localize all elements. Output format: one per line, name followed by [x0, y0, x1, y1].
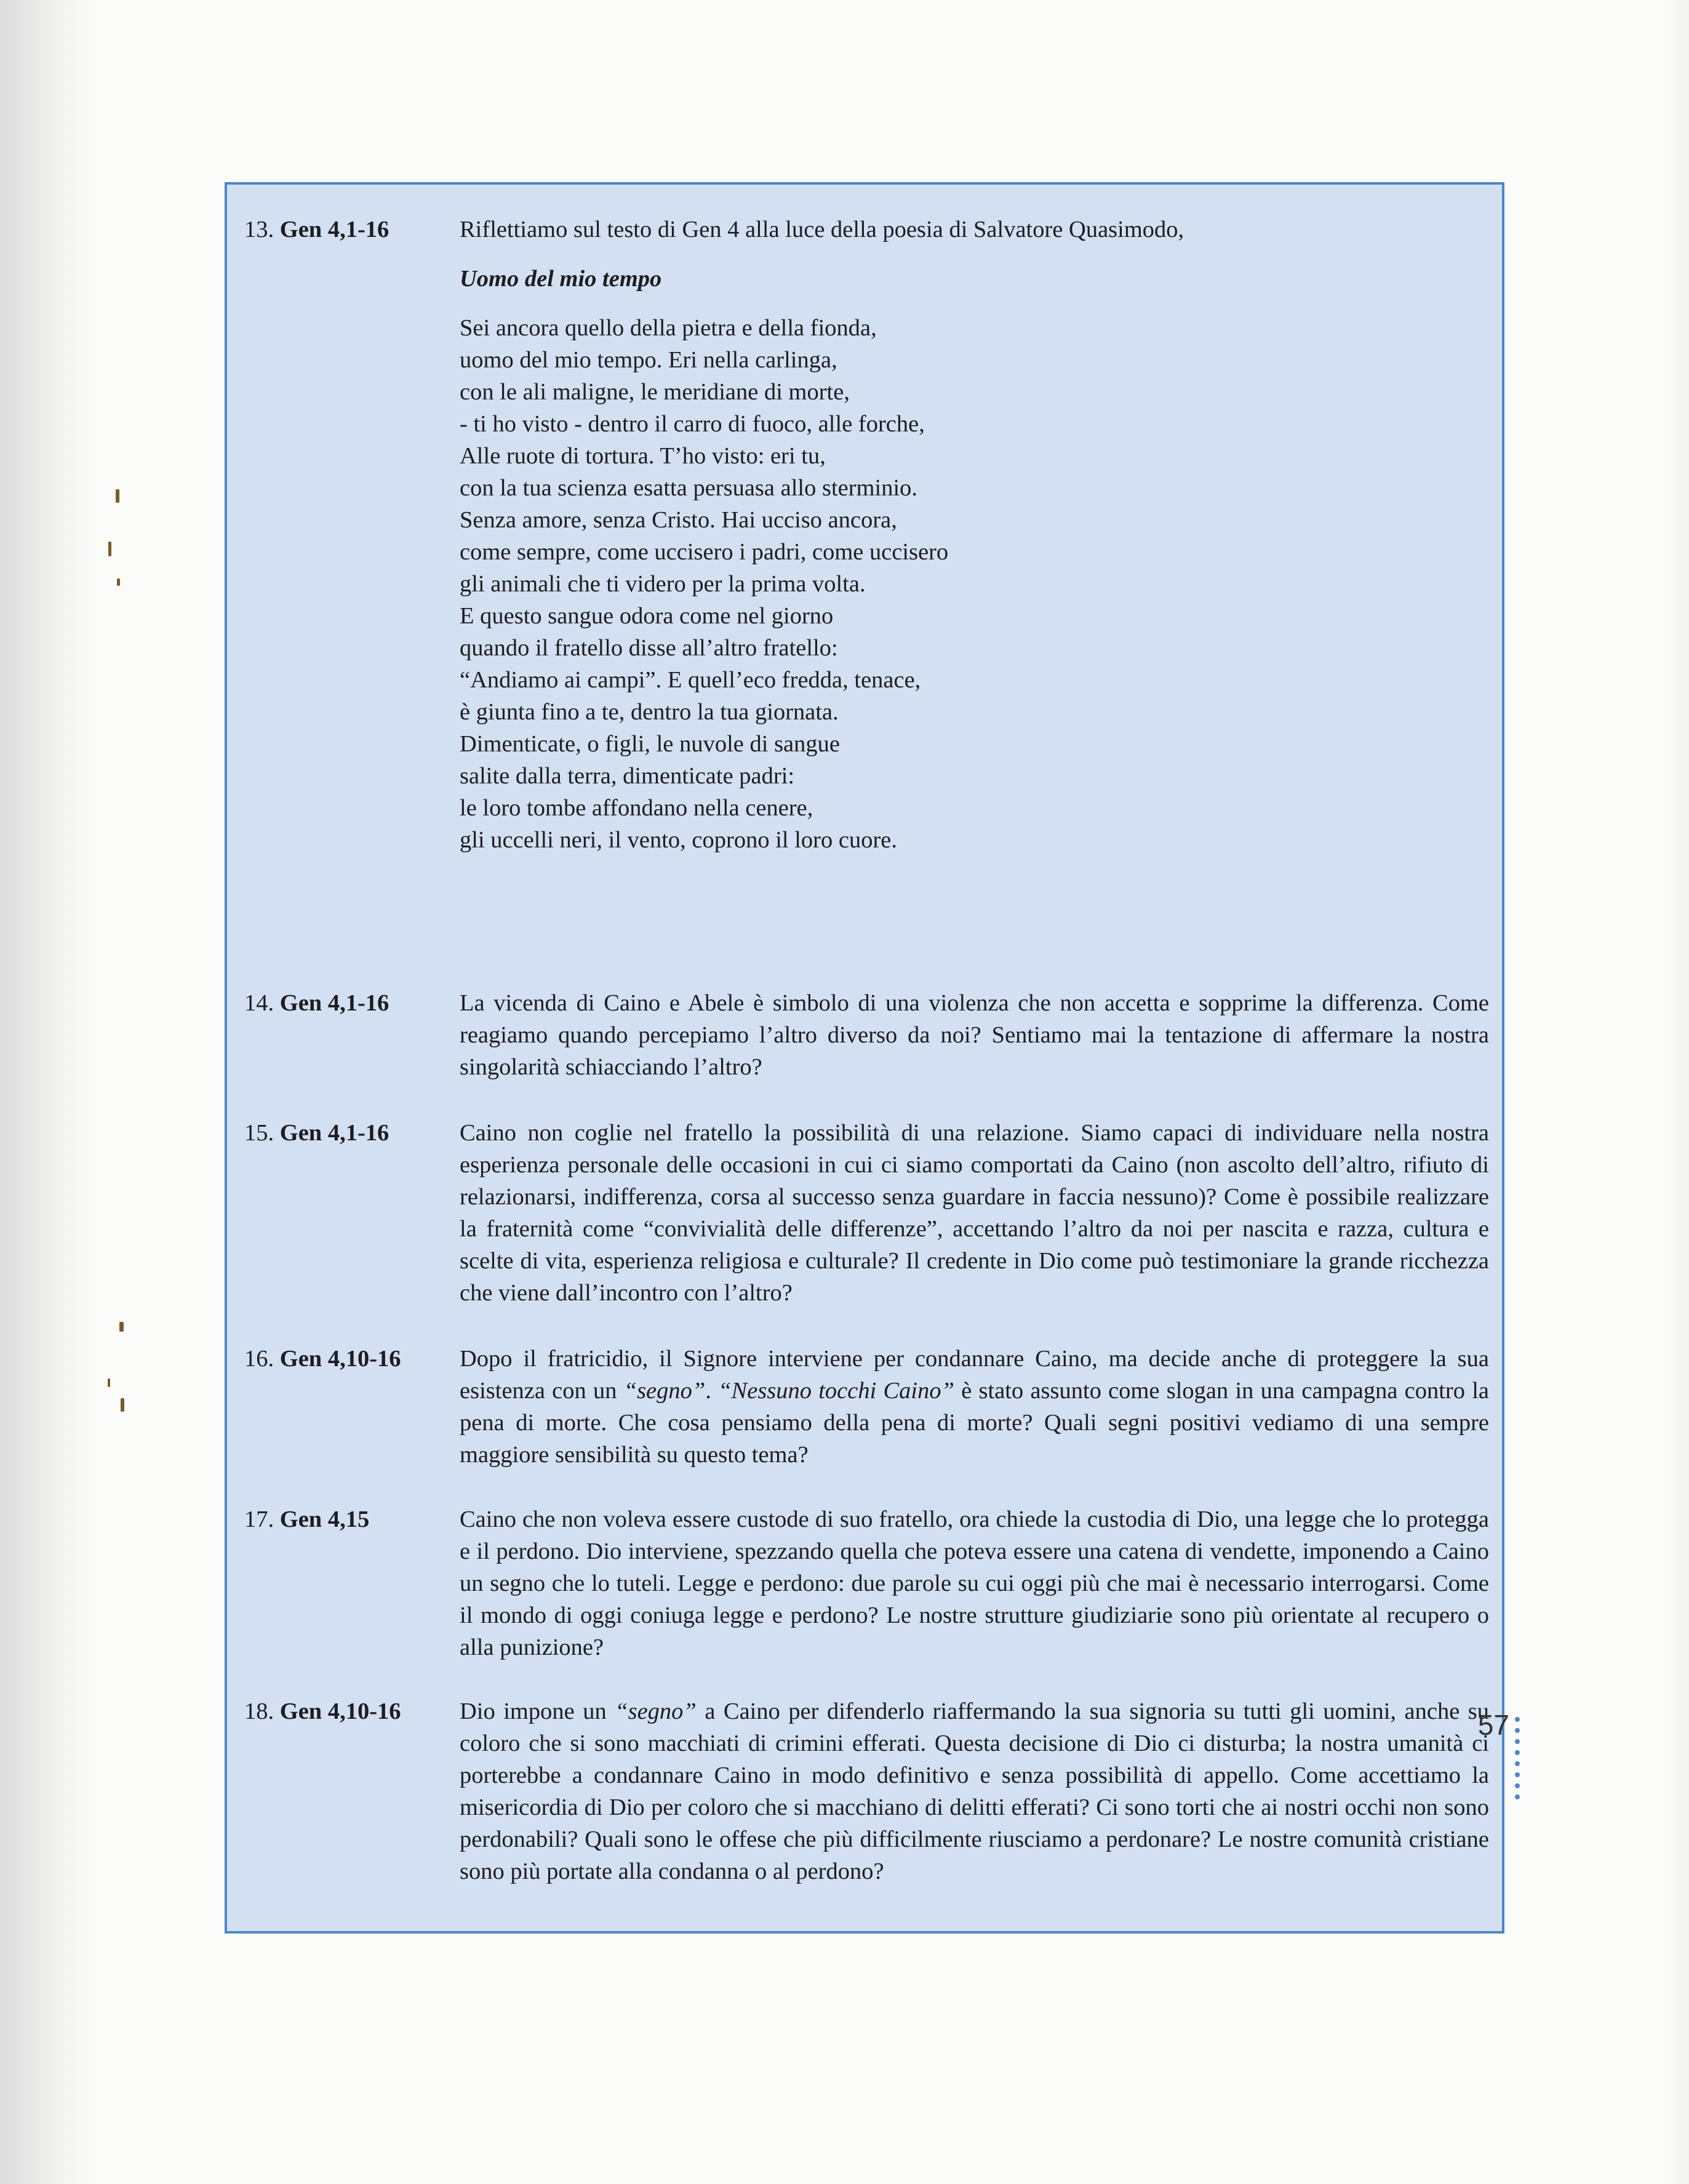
- text-segment: è stato assunto come slogan in una campagna contro la pena di morte. Che cosa pensiamo della pena di morte? Quali segni positivi vediamo di una sempre maggiore sensibilità su questo tema?: [460, 1378, 1489, 1468]
- margin-speck: [119, 1322, 124, 1332]
- italic-segment: “segno”: [615, 1698, 697, 1724]
- page-gutter-shadow: [0, 0, 92, 2184]
- poem-line: - ti ho visto - dentro il carro di fuoco, alle forche,: [460, 411, 925, 437]
- entry-body: [460, 1117, 1489, 1309]
- poem: [460, 312, 1489, 856]
- entry-ref: Gen 4,10-16: [279, 1346, 401, 1372]
- entry-text: Caino non coglie nel fratello la possibilità di una relazione. Siamo capaci di individuare nella nostra esperienza personale delle occasioni in cui ci siamo comportati da Caino (non ascolto dell’altro, rifiuto di relazionarsi, indifferenza, corsa al successo senza guardare in faccia nessuno)? Come è possibile realizzare la fraternità come “convivialità delle differenze”, accettando l’altro da noi per nascita e razza, cultura e scelte di vita, esperienza religiosa e culturale? Il credente in Dio come può testimoniare la grande ricchezza che viene dall’incontro con l’altro?: [460, 1120, 1489, 1306]
- entry-text: [460, 1343, 1489, 1471]
- text-segment: Dopo il fratricidio, il Signore interviene per condannare Caino, ma decide anche di proteggere la sua esistenza con un: [460, 1346, 1489, 1404]
- poem-line: è giunta fino a te, dentro la tua giornata.: [460, 699, 839, 725]
- poem-line: salite dalla terra, dimenticate padri:: [460, 763, 795, 789]
- entry-ref: Gen 4,1-16: [279, 990, 389, 1016]
- entry-number: 15.: [244, 1120, 274, 1146]
- poem-line: “Andiamo ai campi”. E quell’eco fredda, tenace,: [460, 667, 921, 693]
- text-segment: a Caino per difenderlo riaffermando la sua signoria su tutti gli uomini, anche su coloro che si sono macchiati di crimini efferati. Questa decisione di Dio ci disturba; la nostra umanità ci porterebbe a condannare Caino in modo definitivo e senza possibilità di appello. Come accettiamo la misericordia di Dio per coloro che si macchiano di delitti efferati? Ci sono torti che ai nostri occhi non sono perdonabili? Quali sono le offese che più difficilmente riusciamo a perdonare? Le nostre comunità cristiane sono più portate alla condanna o al perdono?: [460, 1698, 1490, 1884]
- entry-intro: Riflettiamo sul testo di Gen 4 alla luce della poesia di Salvatore Quasimodo,: [460, 217, 1184, 242]
- entry-text: [460, 1695, 1489, 1887]
- margin-speck: [108, 542, 111, 556]
- text-segment: .: [705, 1378, 719, 1404]
- entry-number: 14.: [244, 990, 274, 1016]
- poem-line: come sempre, come uccisero i padri, come uccisero: [460, 539, 949, 565]
- entry-body: [460, 1343, 1489, 1471]
- poem-line: Alle ruote di tortura. T’ho visto: eri tu,: [460, 443, 826, 469]
- page-dots-decoration: [1515, 1717, 1521, 1840]
- entry-reference: [244, 1503, 453, 1535]
- entry-text: Caino che non voleva essere custode di suo fratello, ora chiede la custodia di Dio, una legge che lo protegga e il perdono. Dio interviene, spezzando quella che poteva essere una catena di vendette, imponendo a Caino un segno che lo tuteli. Legge e perdono: due parole su cui oggi più che mai è necessario interrogarsi. Come il mondo di oggi coniuga legge e perdono? Le nostre strutture giudiziarie sono più orientate al recupero o alla punizione?: [460, 1506, 1489, 1660]
- entry-reference: [244, 987, 453, 1019]
- margin-speck: [108, 1378, 110, 1387]
- margin-speck: [117, 578, 120, 586]
- poem-line: Sei ancora quello della pietra e della fionda,: [460, 315, 877, 341]
- entry-reference: [244, 1695, 453, 1727]
- entry-body: [460, 1503, 1489, 1663]
- entry-body: [460, 214, 1489, 856]
- entry-ref: Gen 4,1-16: [279, 217, 389, 242]
- text-segment: Dio impone un: [460, 1698, 615, 1724]
- margin-speck: [121, 1398, 124, 1412]
- entry-body: [460, 1695, 1489, 1887]
- poem-line: E questo sangue odora come nel giorno: [460, 603, 834, 629]
- poem-line: le loro tombe affondano nella cenere,: [460, 795, 813, 821]
- decor-dot: [1515, 1717, 1520, 1722]
- decor-dot: [1515, 1728, 1520, 1733]
- poem-line: Dimenticate, o figli, le nuvole di sangue: [460, 731, 840, 757]
- poem-line: uomo del mio tempo. Eri nella carlinga,: [460, 347, 837, 373]
- page-number: 57: [1477, 1709, 1509, 1741]
- decor-dot: [1515, 1750, 1520, 1755]
- poem-title: Uomo del mio tempo: [460, 266, 662, 292]
- entry-number: 16.: [244, 1346, 274, 1372]
- poem-line: quando il fratello disse all’altro fratello:: [460, 635, 838, 661]
- entry-reference: [244, 1343, 453, 1375]
- entry-reference: [244, 1117, 453, 1149]
- entry-text: La vicenda di Caino e Abele è simbolo di una violenza che non accetta e sopprime la differenza. Come reagiamo quando percepiamo l’altro diverso da noi? Sentiamo mai la tentazione di affermare la nostra singolarità schiacciando l’altro?: [460, 990, 1489, 1080]
- poem-line: gli animali che ti videro per la prima volta.: [460, 571, 866, 597]
- decor-dot: [1515, 1739, 1520, 1744]
- entry-number: 18.: [244, 1698, 274, 1724]
- decor-dot: [1515, 1794, 1520, 1799]
- entry-ref: Gen 4,15: [279, 1506, 370, 1532]
- entry-ref: Gen 4,10-16: [279, 1698, 401, 1724]
- margin-speck: [116, 489, 119, 503]
- decor-dot: [1515, 1772, 1520, 1777]
- italic-segment: “segno”: [623, 1378, 706, 1404]
- poem-line: con la tua scienza esatta persuasa allo sterminio.: [460, 475, 918, 501]
- page-edge: [1664, 0, 1689, 2184]
- entry-number: 13.: [244, 217, 274, 242]
- poem-line: Senza amore, senza Cristo. Hai ucciso ancora,: [460, 507, 897, 533]
- entry-number: 17.: [244, 1506, 274, 1532]
- italic-segment: “Nessuno tocchi Caino”: [718, 1378, 955, 1404]
- decor-dot: [1515, 1761, 1520, 1766]
- decor-dot: [1515, 1783, 1520, 1788]
- poem-line: con le ali maligne, le meridiane di morte,: [460, 379, 850, 405]
- entry-body: [460, 987, 1489, 1083]
- entry-ref: Gen 4,1-16: [279, 1120, 389, 1146]
- poem-line: gli uccelli neri, il vento, coprono il loro cuore.: [460, 827, 897, 853]
- entry-reference: [244, 214, 453, 246]
